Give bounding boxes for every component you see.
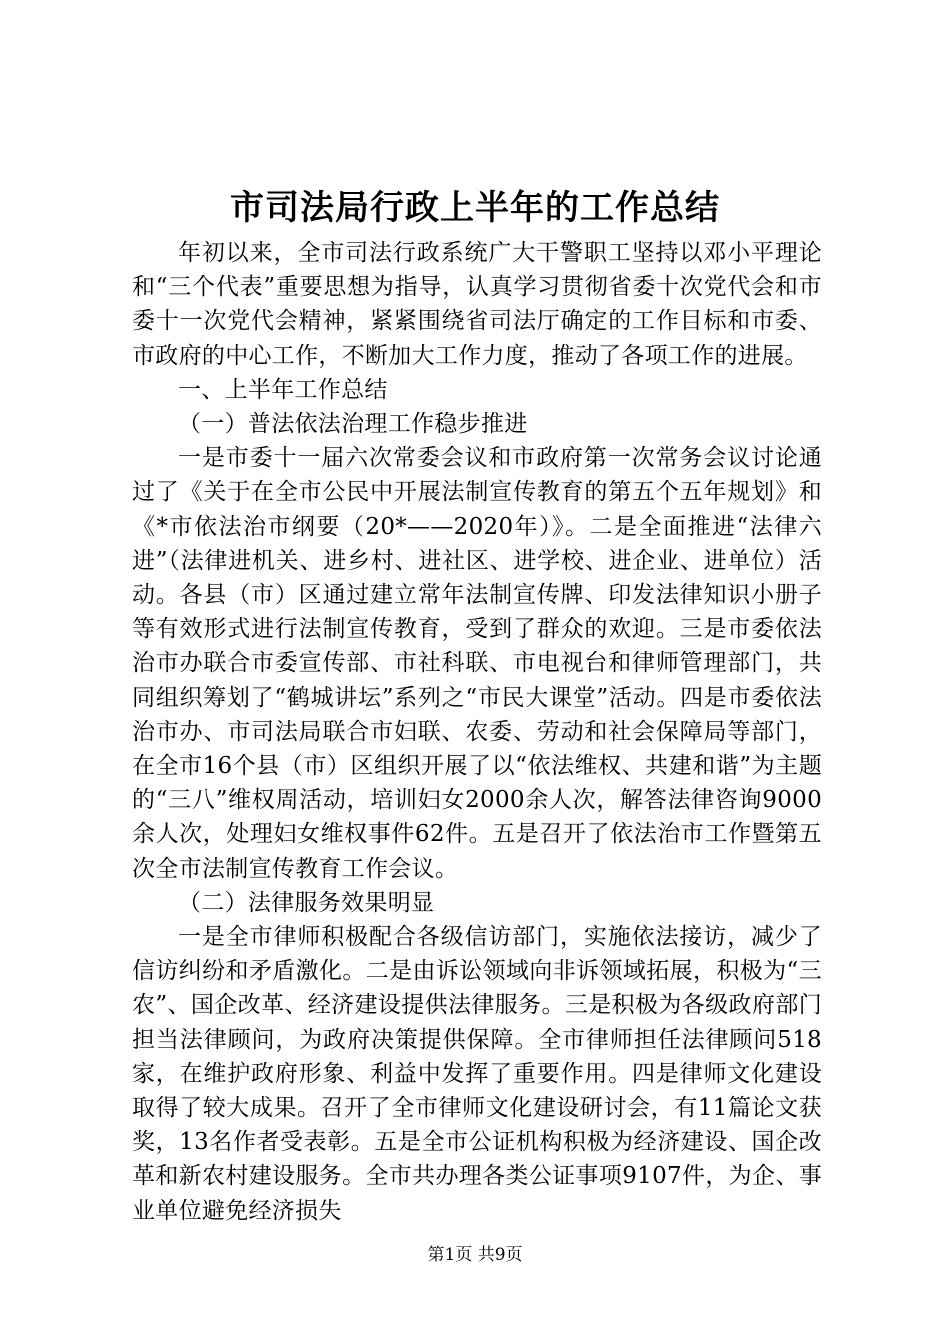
paragraph-legal-education: 一是市委十一届六次常委会议和市政府第一次常务会议讨论通过了《关于在全市公民中开展法制宣传教育的第五个五年规划》和《*市依法治市纲要（20*——2020年）》。二是全面推进“法律六进”（法律进机关、进乡村、进社区、进学校、进企业、进单位）活动。各县（市）区通过建立常年法制宣传牌、印发法律知识小册子等有效形式进行法制宣传教育，受到了群众的欢迎。三是市委依法治市办联合市委宣传部、市社科联、市电视台和律师管理部门，共同组织筹划了“鹤城讲坛”系列之“市民大课堂”活动。四是市委依法治市办、市司法局联合市妇联、农委、劳动和社会保障局等部门，在全市16个县（市）区组织开展了以“依法维权、共建和谐”为主题的“三八”维权周活动，培训妇女2000余人次，解答法律咨询9000余人次，处理妇女维权事件62件。五是召开了依法治市工作暨第五次全市法制宣传教育工作会议。 bbox=[132, 445, 822, 882]
page-number-footer: 第1页 共9页 bbox=[427, 1245, 523, 1265]
paragraph-legal-services: 一是全市律师积极配合各级信访部门，实施依法接访，减少了信访纠纷和矛盾激化。二是由诉讼领域向非诉领域拓展，积极为“三农”、国企改革、经济建设提供法律服务。三是积极为各级政府部门担当法律顾问，为政府决策提供保障。全市律师担任法律顾问518家，在维护政府形象、利益中发挥了重要作用。四是律师文化建设取得了较大成果。召开了全市律师文化建设研讨会，有11篇论文获奖，13名作者受表彰。五是全市公证机构积极为经济建设、国企改革和新农村建设服务。全市共办理各类公证事项9107件，为企、事业单位避免经济损失 bbox=[132, 924, 822, 1224]
subsection-heading-2: （二）法律服务效果明显 bbox=[178, 889, 435, 916]
subsection-heading-1: （一）普法依法治理工作稳步推进 bbox=[178, 411, 528, 438]
document-body bbox=[132, 236, 822, 1228]
section-heading-1: 一、上半年工作总结 bbox=[178, 376, 388, 403]
document-title: 市司法局行政上半年的工作总结 bbox=[230, 188, 720, 228]
paragraph-intro: 年初以来，全市司法行政系统广大干警职工坚持以邓小平理论和“三个代表”重要思想为指导，认真学习贯彻省委十次党代会和市委十一次党代会精神，紧紧围绕省司法厅确定的工作目标和市委、市政府的中心工作，不断加大工作力度，推动了各项工作的进展。 bbox=[132, 240, 822, 369]
